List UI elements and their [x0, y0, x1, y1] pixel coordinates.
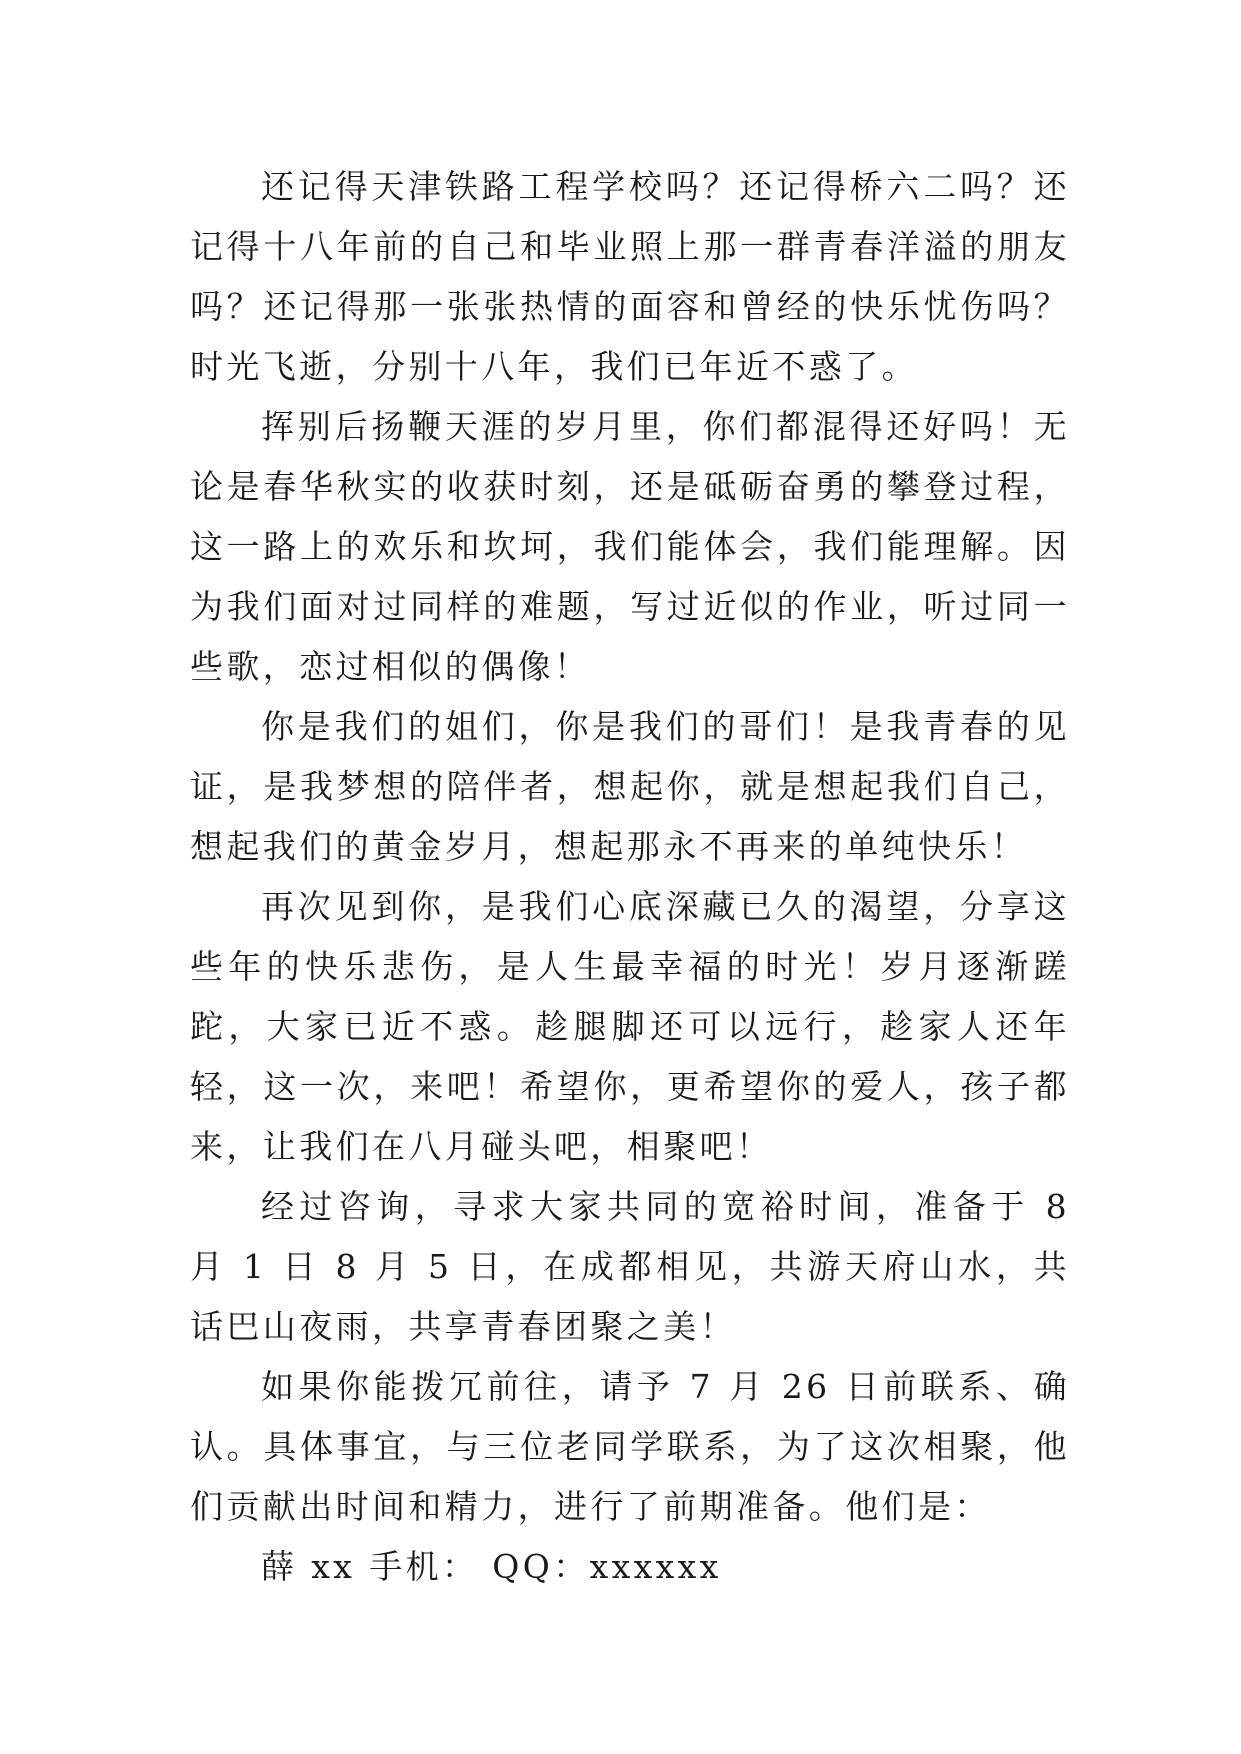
- document-body: [190, 157, 1070, 1597]
- paragraph-contact-info: 薛 xx 手机： QQ：xxxxxx: [261, 1547, 722, 1586]
- paragraph-contact-instructions: 如果你能拨冗前往，请予 7 月 26 日前联系、确认。具体事宜，与三位老同学联系，为了这次相聚，他们贡献出时间和精力，进行了前期准备。他们是：: [190, 1367, 1070, 1526]
- paragraph-schedule: 经过咨询，寻求大家共同的宽裕时间，准备于 8 月 1 日 8 月 5 日，在成都相见，共游天府山水，共话巴山夜雨，共享青春团聚之美！: [190, 1187, 1070, 1346]
- paragraph-friendship: 你是我们的姐们，你是我们的哥们！是我青春的见证，是我梦想的陪伴者，想起你，就是想起我们自己，想起我们的黄金岁月，想起那永不再来的单纯快乐！: [190, 707, 1070, 866]
- paragraph-years-apart: 挥别后扬鞭天涯的岁月里，你们都混得还好吗！无论是春华秋实的收获时刻，还是砥砺奋勇的攀登过程，这一路上的欢乐和坎坷，我们能体会，我们能理解。因为我们面对过同样的难题，写过近似的作业，听过同一些歌，恋过相似的偶像！: [190, 407, 1070, 686]
- paragraph-memories: 还记得天津铁路工程学校吗？还记得桥六二吗？还记得十八年前的自己和毕业照上那一群青春洋溢的朋友吗？还记得那一张张热情的面容和曾经的快乐忧伤吗？时光飞逝，分别十八年，我们已年近不惑了。: [190, 167, 1070, 386]
- paragraph-invitation: 再次见到你，是我们心底深藏已久的渴望，分享这些年的快乐悲伤，是人生最幸福的时光！岁月逐渐蹉跎，大家已近不惑。趁腿脚还可以远行，趁家人还年轻，这一次，来吧！希望你，更希望你的爱人，孩子都来，让我们在八月碰头吧，相聚吧！: [190, 887, 1070, 1166]
